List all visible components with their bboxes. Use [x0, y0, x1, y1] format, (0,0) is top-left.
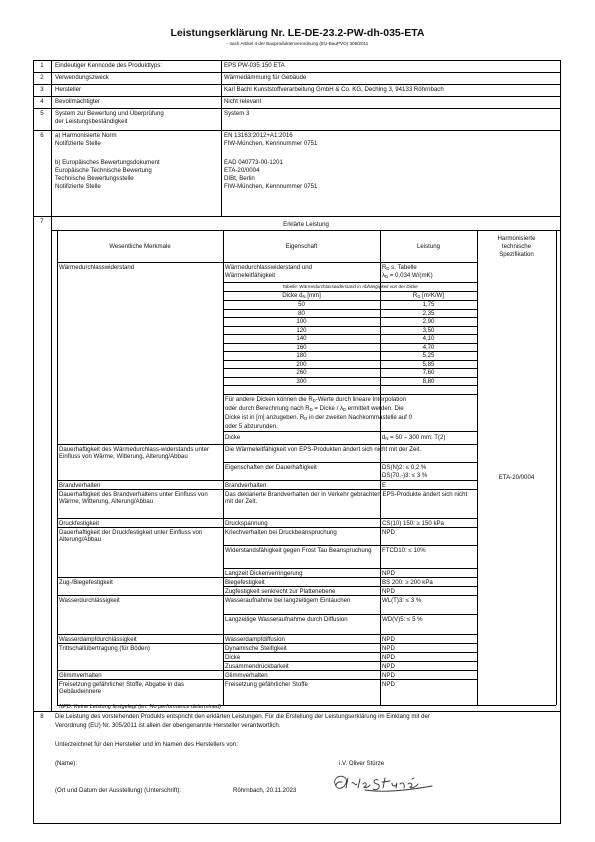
- row-number: 8: [40, 713, 44, 720]
- column-header: technische: [501, 243, 532, 250]
- leistung-value: NPD: [382, 654, 395, 661]
- eigenschaft-text: Wasseraufnahme bei langzeitigem Eintauchen: [225, 597, 351, 604]
- row-value: FIW-München, Kennnummer 0751: [224, 183, 318, 190]
- eigenschaft-text: Kriechverhalten bei Druckbeanspruchung: [225, 529, 337, 536]
- thickness-value: 140: [296, 335, 307, 342]
- row-number: 3: [40, 86, 44, 93]
- eigenschaft-text: Zugfestigkeit senkrecht zur Plattenebene: [225, 588, 336, 595]
- row-value: FIW-München, Kennnummer 0751: [224, 140, 318, 147]
- row-label: Europäische Technische Bewertung: [55, 167, 152, 174]
- resistance-value: 5,85: [422, 361, 435, 368]
- leistung-value: NPD: [382, 681, 395, 688]
- row-value: System 3: [224, 110, 250, 117]
- spezifikation-value: ETA-20/0004: [498, 474, 535, 481]
- resistance-value: 4,70: [422, 344, 435, 351]
- signature: [330, 768, 440, 798]
- eigenschaft-text: Dicke: [225, 654, 241, 661]
- eigenschaft-text: Dicke: [225, 434, 241, 441]
- resistance-value: 2,90: [422, 318, 435, 325]
- merkmal-label: Wasserdurchlässigkeit: [59, 597, 120, 604]
- thickness-value: 180: [296, 352, 307, 359]
- row-number: 4: [40, 98, 44, 105]
- leistung-value: NPD: [382, 588, 395, 595]
- leistung-value: NPD: [382, 672, 395, 679]
- merkmal-label: Druckfestigkeit: [59, 520, 99, 527]
- eigenschaft-text: Langzeit Dickenverringerung: [225, 570, 303, 577]
- eigenschaft-text: Widerstandsfähigkeit gegen Frost Tau Beanspruchung: [225, 547, 372, 554]
- resistance-value: 3,50: [422, 327, 435, 334]
- merkmal-label: Glimmverhalten: [59, 672, 102, 679]
- page-title: Leistungserklärung Nr. LE-DE-23.2-PW-dh-035-ETA: [170, 27, 425, 39]
- leistung-value: $d_N = 50 - 300$ mm: T(2): [382, 434, 446, 441]
- leistung-value: $R_D$ s. Tabelle: [382, 264, 417, 271]
- merkmal-label: Dauerhaftigkeit der Druckfestigkeit unter Einfluss von Alterung/Abbau: [59, 529, 203, 544]
- note-text: Dicke ist in [m] anzugeben. $R_D$ in der zweiten Nachkommastelle auf 0: [225, 414, 412, 421]
- leistung-value: $\lambda_D = 0,034$ W/(mK): [382, 272, 433, 279]
- leistung-value: NPD: [382, 645, 395, 652]
- thickness-value: 160: [296, 344, 307, 351]
- row-value: EPS PW-035 150 ETA: [224, 62, 285, 69]
- row-label: Notifizierte Stelle: [55, 183, 101, 190]
- row-number: 2: [40, 74, 44, 81]
- thickness-value: 100: [296, 318, 307, 325]
- column-header: Wesentliche Merkmale: [109, 243, 171, 250]
- row-value: EN 13163:2012+A1:2016: [224, 132, 293, 139]
- note-text: oder durch Berechnung nach $R_D$ = Dicke / $\lambda_D$ ermittelt werden. Die: [225, 405, 404, 412]
- declaration-text: Verordnung (EU) Nr. 305/2011 ist allein der obengenannte Hersteller verantwortlich.: [55, 722, 281, 729]
- merkmal-label: Zug-/Biegefestigkeit: [59, 579, 113, 586]
- leistung-value: NPD: [382, 663, 395, 670]
- row-label: der Leistungsbeständigkeit: [55, 118, 128, 125]
- resistance-value: 2,35: [422, 310, 435, 317]
- eigenschaft-text: Druckspannung: [225, 520, 268, 527]
- row-value: ETA-20/0004: [224, 167, 260, 174]
- eigenschaft-text: Biegefestigkeit: [225, 579, 265, 586]
- row-value: Nicht relevant: [224, 98, 262, 105]
- leistung-value: WD(V)5: ≤ 5 %: [382, 616, 423, 623]
- row-label: Hersteller: [55, 86, 82, 93]
- thickness-value: 260: [296, 369, 307, 376]
- leistung-value: WL(T)3: ≤ 3 %: [382, 597, 422, 604]
- npd-note: NPD: Keine Leistung festgelegt (en: No performance determined): [59, 704, 221, 710]
- thickness-value: 200: [296, 361, 307, 368]
- row-label: Notifizierte Stelle: [55, 140, 101, 147]
- row-label: Bevollmächtigter: [55, 98, 101, 105]
- note-text: Für andere Dicken können die $R_D$-Werte durch lineare Interpolation: [225, 396, 407, 403]
- eigenschaft-text: Wärmedurchlasswiderstand und: [225, 264, 313, 271]
- eigenschaft-text: Wärmeleitfähigkeit: [225, 272, 276, 279]
- row-value: Wärmedämmung für Gebäude: [224, 74, 307, 81]
- name-label: (Name):: [55, 760, 78, 767]
- subtable-header: Dicke $d_N$ [mm]: [282, 292, 321, 299]
- row-value: DIBt, Berlin: [224, 175, 255, 182]
- row-number: 7: [40, 218, 44, 225]
- eigenschaft-text: Brandverhalten: [225, 482, 267, 489]
- column-header: Harmonisierte: [497, 235, 536, 242]
- row-label: a) Harmonisierte Norm: [55, 132, 117, 139]
- column-header: Leistung: [416, 243, 441, 250]
- signed-on-behalf: Unterzeichnet für den Hersteller und im Namen des Herstellers von:: [55, 741, 238, 748]
- thickness-value: 50: [298, 301, 305, 308]
- leistung-value: NPD: [382, 529, 395, 536]
- resistance-value: 8,80: [422, 378, 435, 385]
- eigenschaft-text: Dynamische Steifigkeit: [225, 645, 287, 652]
- row-value: Karl Bachl Kunststoffverarbeitung GmbH & Co. KG, Deching 3, 94133 Röhrnbach: [224, 86, 444, 93]
- column-header: Spezifikation: [499, 251, 534, 258]
- resistance-value: 1,75: [422, 301, 435, 308]
- note-text: oder 5 abzurunden.: [225, 423, 278, 430]
- leistung-value: CS(10) 150: ≥ 150 kPa: [382, 520, 444, 527]
- resistance-value: 7,60: [422, 369, 435, 376]
- eigenschaft-text: Wasserdampfdiffusion: [225, 636, 285, 643]
- leistung-value: FTCD10: ≤ 10%: [382, 547, 426, 554]
- eigenschaft-text: Das deklarierte Brandverhalten der in Verkehr gebrachten EPS-Produkte ändert sich nicht mit der Zeit.: [225, 491, 468, 506]
- leistung-value: NPD: [382, 570, 395, 577]
- eigenschaft-text: Glimmverhalten: [225, 672, 268, 679]
- eigenschaft-text: Langzeitige Wasseraufnahme durch Diffusion: [225, 616, 348, 623]
- subtable-caption: Tabelle: Wärmedurchlasswiderstand in Abhängigkeit von der Dicke: [282, 284, 418, 289]
- leistung-value: DS(70,-)3: ≤ 3 %: [382, 472, 428, 479]
- thickness-value: 80: [298, 310, 305, 317]
- merkmal-label: Dauerhaftigkeit des Wärmedurchlass-widerstands unter Einfluss von Wärme, Witterung, Alterung/Abbau: [59, 446, 210, 461]
- thickness-value: 300: [296, 378, 307, 385]
- place-date-label: (Ort und Datum der Ausstellung) (Unterschrift):: [55, 787, 181, 794]
- merkmal-label: Freisetzung gefährlicher Stoffe, Abgabe in das Gebäudeinnere: [59, 681, 184, 696]
- page-subtitle: - nach Artikel 4 der Bauproduktenverordnung (EU-BauPVO) 305/2011: [226, 41, 369, 46]
- subtable-header: $R_D$ [m²K/W]: [412, 292, 445, 299]
- signer-name: i.V. Oliver Stürze: [339, 760, 385, 767]
- merkmal-label: Brandverhalten: [59, 482, 101, 489]
- merkmal-label: Wärmedurchlasswiderstand: [59, 264, 135, 271]
- merkmal-label: Trittschallübertragung (für Böden): [59, 645, 150, 652]
- thickness-value: 120: [296, 327, 307, 334]
- row-label: Verwendungszweck: [55, 74, 109, 81]
- row-number: 5: [40, 110, 44, 117]
- row-number: 1: [40, 62, 44, 69]
- declaration-text: Die Leistung des vorstehenden Produkts entspricht den erklärten Leistungen. Für die Erstellung der Leistungserklärung im Einklang mit der: [55, 713, 430, 720]
- merkmal-label: Dauerhaftigkeit des Brandverhaltens unter Einfluss von Wärme, Witterung, Alterung/Abbau: [59, 491, 208, 506]
- eigenschaft-text: Die Wärmeleitfähigkeit von EPS-Produkten ändert sich nicht mit der Zeit.: [225, 446, 422, 453]
- column-header: Eigenschaft: [285, 243, 318, 250]
- row-label: b) Europäisches Bewertungsdokument: [55, 159, 160, 166]
- resistance-value: 4,10: [422, 335, 435, 342]
- eigenschaft-text: Zusammendrückbarkeit: [225, 663, 289, 670]
- row-label: System zur Bewertung und Überprüfung: [55, 110, 164, 117]
- eigenschaft-text: Freisetzung gefährlicher Stoffe: [225, 681, 308, 688]
- leistung-value: DS(N)2: ≤ 0,2 %: [382, 464, 427, 471]
- eigenschaft-text: Eigenschaften der Dauerhaftigkeit: [225, 464, 317, 471]
- row-value: EAD 040773-00-1201: [224, 159, 283, 166]
- row-label: Eindeutiger Kenncode des Produkttyps:: [55, 62, 163, 69]
- leistung-value: NPD: [382, 636, 395, 643]
- resistance-value: 5,25: [422, 352, 435, 359]
- merkmal-label: Wasserdampfdurchlässigkeit: [59, 636, 137, 643]
- row-label: Technische Bewertungsstelle: [55, 175, 134, 182]
- section-header: Erklärte Leistung: [283, 221, 329, 228]
- place-date-value: Röhrnbach, 20.11.2023: [233, 787, 297, 794]
- leistung-value: BS 200: ≥ 200 kPa: [382, 579, 433, 586]
- leistung-value: E: [382, 482, 387, 489]
- row-number: 6: [40, 132, 44, 139]
